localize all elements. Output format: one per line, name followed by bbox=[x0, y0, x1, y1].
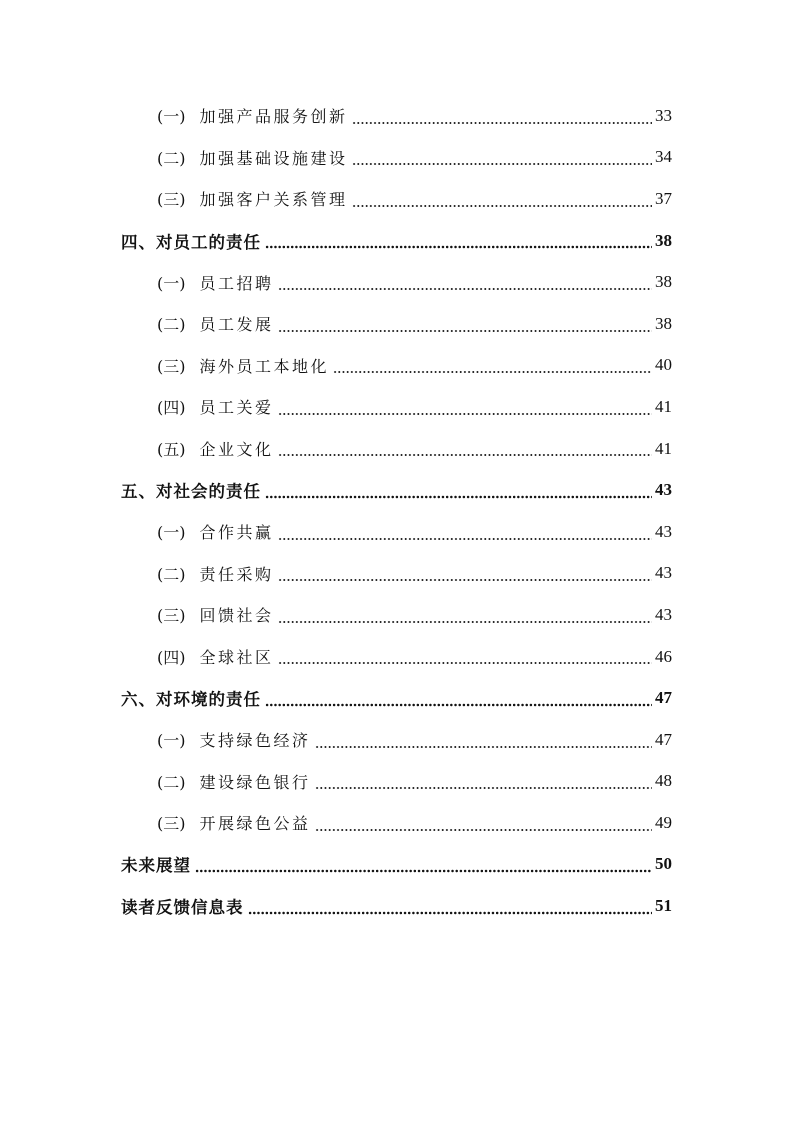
toc-entry-page: 40 bbox=[655, 355, 672, 375]
toc-section-page: 50 bbox=[655, 854, 672, 874]
toc-entry-page: 43 bbox=[655, 604, 672, 624]
toc-entry-page: 34 bbox=[655, 147, 672, 167]
dot-leader bbox=[315, 816, 652, 832]
dot-leader bbox=[265, 482, 652, 499]
toc-entry-page: 43 bbox=[655, 521, 672, 541]
toc-entry-title: 责任采购 bbox=[199, 564, 274, 584]
toc-entry[interactable] bbox=[0, 428, 672, 470]
toc-entry[interactable] bbox=[0, 802, 672, 844]
toc-entry-title: 加强基础设施建设 bbox=[199, 148, 348, 168]
toc-entry-number: (一) bbox=[157, 523, 186, 543]
toc-section-title: 五、对社会的责任 bbox=[121, 482, 261, 502]
toc-entry-number: (五) bbox=[157, 440, 186, 460]
toc-entry[interactable] bbox=[0, 719, 672, 761]
toc-entry-number: (四) bbox=[157, 398, 186, 418]
toc-entry[interactable] bbox=[0, 178, 672, 220]
toc-entry-number: (一) bbox=[157, 107, 186, 127]
toc-entry-title: 员工发展 bbox=[199, 315, 274, 335]
dot-leader bbox=[278, 608, 652, 624]
toc-entry[interactable] bbox=[0, 303, 672, 345]
toc-entry[interactable] bbox=[0, 636, 672, 678]
toc-entry-page: 43 bbox=[655, 563, 672, 583]
dot-leader bbox=[265, 690, 652, 707]
toc-entry-title: 海外员工本地化 bbox=[199, 356, 330, 376]
toc-section-entry[interactable] bbox=[0, 677, 672, 719]
toc-entry-page: 41 bbox=[655, 396, 672, 416]
toc-entry[interactable] bbox=[0, 345, 672, 387]
toc-entry-number: (三) bbox=[157, 356, 186, 376]
toc-entry-title: 全球社区 bbox=[199, 648, 274, 668]
toc-section-entry[interactable] bbox=[0, 844, 672, 886]
dot-leader bbox=[278, 649, 652, 665]
toc-entry-title: 企业文化 bbox=[199, 440, 274, 460]
toc-entry[interactable] bbox=[0, 761, 672, 803]
toc-entry-number: (一) bbox=[157, 273, 186, 293]
toc-entry[interactable] bbox=[0, 137, 672, 179]
toc-entry-number: (二) bbox=[157, 315, 186, 335]
dot-leader bbox=[278, 566, 652, 582]
toc-entry-page: 37 bbox=[655, 188, 672, 208]
toc-section-title: 读者反馈信息表 bbox=[121, 898, 244, 918]
toc-entry-page: 33 bbox=[655, 105, 672, 125]
toc-entry-number: (三) bbox=[157, 814, 186, 834]
toc-entry-title: 回馈社会 bbox=[199, 606, 274, 626]
toc-entry-title: 员工关爱 bbox=[199, 398, 274, 418]
dot-leader bbox=[278, 317, 652, 333]
toc-entry-page: 48 bbox=[655, 771, 672, 791]
toc-entry[interactable] bbox=[0, 511, 672, 553]
toc-entry-number: (二) bbox=[157, 772, 186, 792]
toc-entry[interactable] bbox=[0, 261, 672, 303]
dot-leader bbox=[352, 192, 652, 208]
toc-entry-title: 加强客户关系管理 bbox=[199, 190, 348, 210]
toc-entry[interactable] bbox=[0, 386, 672, 428]
toc-entry-page: 46 bbox=[655, 646, 672, 666]
toc-entry-title: 加强产品服务创新 bbox=[199, 107, 348, 127]
dot-leader bbox=[248, 898, 653, 915]
toc-entry-number: (一) bbox=[157, 731, 186, 751]
toc-section-title: 四、对员工的责任 bbox=[121, 232, 261, 252]
toc-section-page: 43 bbox=[655, 480, 672, 500]
toc-entry-title: 员工招聘 bbox=[199, 273, 274, 293]
toc-entry[interactable] bbox=[0, 594, 672, 636]
dot-leader bbox=[315, 733, 652, 749]
toc-entry[interactable] bbox=[0, 95, 672, 137]
toc-entry-title: 支持绿色经济 bbox=[199, 731, 311, 751]
toc-section-entry[interactable] bbox=[0, 469, 672, 511]
toc-section-entry[interactable] bbox=[0, 220, 672, 262]
dot-leader bbox=[265, 233, 652, 250]
dot-leader bbox=[278, 525, 652, 541]
toc-entry-number: (三) bbox=[157, 606, 186, 626]
toc-entry-title: 建设绿色银行 bbox=[199, 772, 311, 792]
dot-leader bbox=[352, 109, 652, 125]
toc-entry-title: 合作共赢 bbox=[199, 523, 274, 543]
toc-entry-page: 38 bbox=[655, 272, 672, 292]
dot-leader bbox=[315, 774, 652, 790]
dot-leader bbox=[333, 358, 652, 374]
toc-entry-number: (四) bbox=[157, 648, 186, 668]
dot-leader bbox=[278, 275, 652, 291]
dot-leader bbox=[195, 857, 652, 874]
toc-entry-number: (二) bbox=[157, 148, 186, 168]
table-of-contents bbox=[0, 95, 793, 927]
toc-entry-page: 38 bbox=[655, 313, 672, 333]
toc-section-title: 未来展望 bbox=[121, 856, 191, 876]
toc-section-page: 38 bbox=[655, 230, 672, 250]
toc-entry-number: (二) bbox=[157, 564, 186, 584]
dot-leader bbox=[352, 150, 652, 166]
toc-entry[interactable] bbox=[0, 553, 672, 595]
dot-leader bbox=[278, 441, 652, 457]
toc-entry-page: 41 bbox=[655, 438, 672, 458]
toc-section-entry[interactable] bbox=[0, 885, 672, 927]
toc-entry-page: 47 bbox=[655, 729, 672, 749]
toc-entry-title: 开展绿色公益 bbox=[199, 814, 311, 834]
dot-leader bbox=[278, 400, 652, 416]
toc-section-title: 六、对环境的责任 bbox=[121, 690, 261, 710]
toc-section-page: 51 bbox=[655, 896, 672, 916]
toc-entry-number: (三) bbox=[157, 190, 186, 210]
toc-entry-page: 49 bbox=[655, 812, 672, 832]
toc-section-page: 47 bbox=[655, 688, 672, 708]
